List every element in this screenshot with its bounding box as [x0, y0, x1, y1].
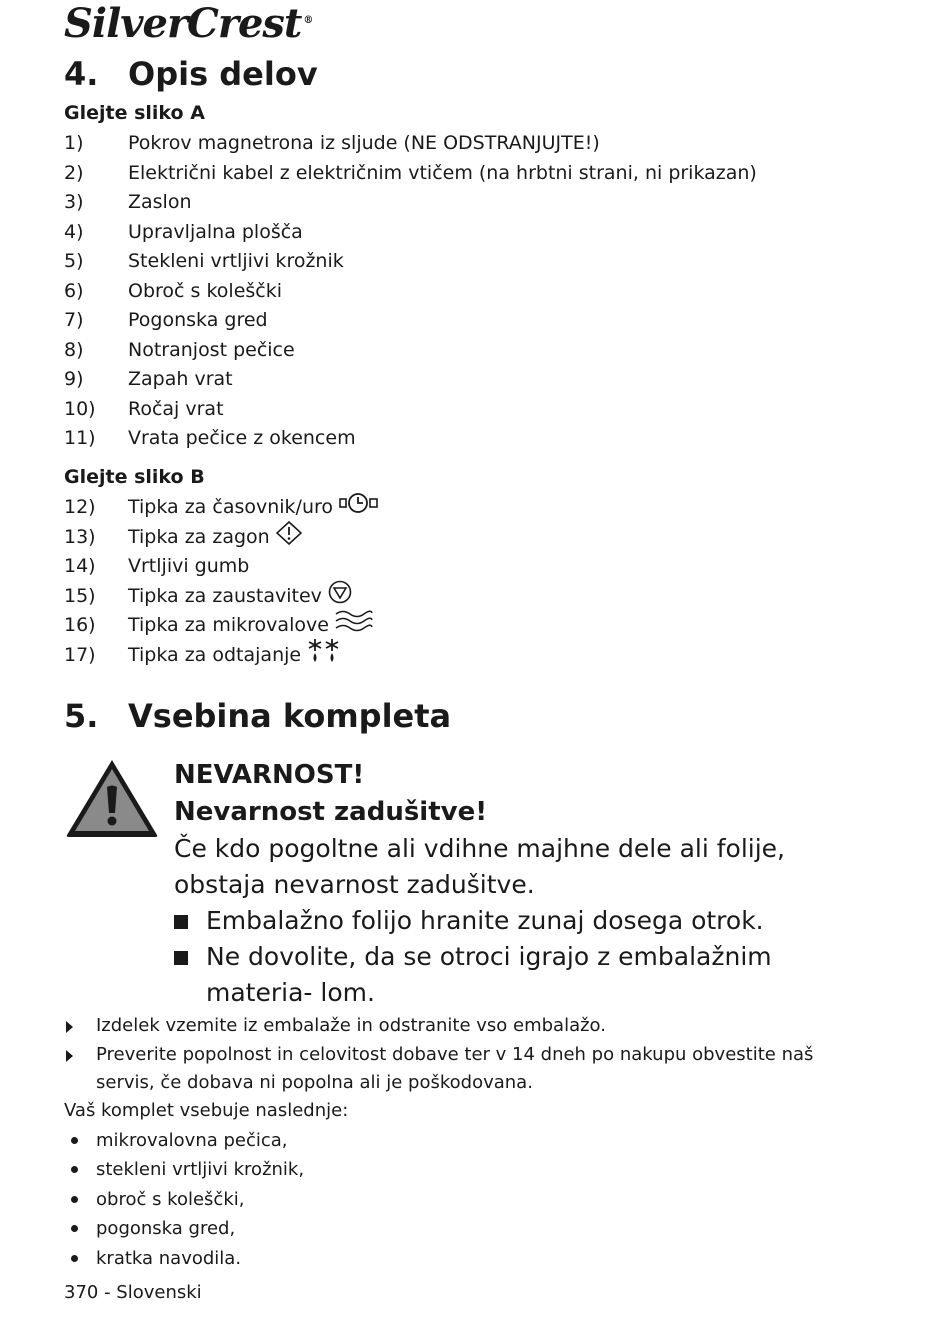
list-item — [64, 1126, 304, 1155]
list-item — [64, 1214, 304, 1243]
item-label: Upravljalna plošča — [128, 220, 303, 243]
item-number: 6) — [64, 279, 84, 302]
arrow-bullet-icon — [64, 1041, 96, 1098]
item-number: 12) — [64, 496, 96, 518]
item-number: 8) — [64, 338, 84, 361]
bullet-icon — [64, 1214, 96, 1243]
list-item — [64, 247, 884, 277]
section-4-number: 4. — [64, 55, 99, 93]
item-label: Stekleni vrtljivi krožnik — [128, 250, 344, 272]
section-5-heading — [64, 697, 451, 735]
item-number: 17) — [64, 643, 96, 666]
item-label: Notranjost pečice — [128, 338, 295, 361]
item-number: 10) — [64, 397, 96, 420]
item-number: 16) — [64, 614, 96, 636]
item-label: Vrtljivi gumb — [128, 555, 250, 577]
item-label: Tipka za mikrovalove — [128, 614, 329, 636]
figure-a-subheading: Glejte sliko A — [64, 102, 205, 124]
square-bullet-icon — [174, 915, 188, 929]
contents-intro: Vaš komplet vsebuje naslednje: — [64, 1100, 349, 1121]
section-5-title: Vsebina kompleta — [128, 697, 452, 735]
list-item — [64, 1155, 304, 1184]
list-item-text: obroč s koleščki, — [96, 1188, 245, 1210]
warning-triangle-icon — [64, 757, 160, 839]
list-item-text: mikrovalovna pečica, — [96, 1130, 288, 1151]
item-number: 1) — [64, 132, 84, 154]
item-label: Električni kabel z električnim vtičem (na hrbtni strani, ni prikazan) — [128, 161, 757, 184]
item-label: Tipka za odtajanje — [128, 643, 302, 666]
page-footer: 370 - Slovenski — [64, 1282, 202, 1303]
list-item — [64, 493, 884, 523]
section-4-title: Opis delov — [128, 55, 318, 93]
item-label: Pokrov magnetrona iz sljude (NE ODSTRANJUJTE!) — [128, 132, 600, 154]
list-item — [64, 611, 884, 641]
item-label: Vrata pečice z okencem — [128, 427, 356, 449]
section-5-number: 5. — [64, 697, 99, 735]
list-item — [64, 424, 884, 454]
list-item — [64, 129, 884, 159]
list-item — [64, 218, 884, 248]
item-label: Pogonska gred — [128, 309, 268, 331]
item-number: 3) — [64, 191, 84, 213]
warning-item-text: Ne dovolite, da se otroci igrajo z embalažnim materia- lom. — [206, 942, 772, 1007]
item-number: 14) — [64, 555, 96, 577]
list-item — [64, 306, 884, 336]
clock-timer-icon — [339, 492, 379, 524]
list-item — [64, 523, 884, 553]
list-item-text: kratka navodila. — [96, 1247, 242, 1269]
list-item — [64, 159, 884, 189]
instruction-step — [64, 1012, 864, 1041]
item-number: 2) — [64, 161, 84, 184]
item-number: 13) — [64, 525, 96, 548]
item-number: 9) — [64, 368, 84, 390]
item-label: Obroč s koleščki — [128, 279, 283, 302]
parts-list-b — [64, 493, 884, 670]
instruction-steps — [64, 1012, 864, 1098]
warning-item-text: Embalažno folijo hranite zunaj dosega otrok. — [206, 906, 764, 935]
list-item — [64, 277, 884, 307]
item-label: Tipka za zaustavitev — [128, 584, 322, 607]
start-icon — [276, 521, 302, 555]
item-number: 4) — [64, 220, 84, 243]
warning-text: Če kdo pogoltne ali vdihne majhne dele ali folije, obstaja nevarnost zadušitve. — [174, 834, 785, 899]
instruction-step — [64, 1041, 864, 1098]
package-contents-list — [64, 1126, 304, 1273]
list-item — [64, 365, 884, 395]
list-item — [64, 188, 884, 218]
list-item-text: pogonska gred, — [96, 1218, 236, 1240]
figure-b-subheading: Glejte sliko B — [64, 466, 205, 488]
defrost-icon — [307, 638, 341, 674]
list-item-text: stekleni vrtljivi krožnik, — [96, 1159, 305, 1181]
warning-item — [174, 939, 864, 1011]
list-item — [64, 1244, 304, 1273]
stop-icon — [328, 580, 352, 614]
square-bullet-icon — [174, 951, 188, 965]
instruction-step-text: Izdelek vzemite iz embalaže in odstranite vso embalažo. — [96, 1015, 606, 1036]
warning-item — [174, 903, 864, 939]
item-number: 5) — [64, 250, 84, 272]
list-item — [64, 552, 884, 582]
bullet-icon — [64, 1185, 96, 1214]
item-number: 7) — [64, 309, 84, 331]
bullet-icon — [64, 1244, 96, 1273]
parts-list-a — [64, 129, 884, 454]
warning-title: NEVARNOST! — [174, 760, 365, 790]
list-item — [64, 582, 884, 612]
section-4-heading — [64, 55, 318, 93]
item-label: Tipka za zagon — [128, 525, 270, 548]
item-label: Tipka za časovnik/uro — [128, 496, 334, 518]
list-item — [64, 336, 884, 366]
item-label: Zaslon — [128, 191, 192, 213]
warning-subtitle: Nevarnost zadušitve! — [174, 797, 488, 827]
danger-warning-box — [174, 757, 864, 1011]
item-number: 15) — [64, 584, 96, 607]
arrow-bullet-icon — [64, 1012, 96, 1041]
bullet-icon — [64, 1126, 96, 1155]
bullet-icon — [64, 1155, 96, 1184]
item-label: Ročaj vrat — [128, 397, 224, 420]
registered-mark: ® — [303, 14, 313, 26]
list-item — [64, 395, 884, 425]
list-item — [64, 641, 884, 671]
instruction-step-text: Preverite popolnost in celovitost dobave ter v 14 dneh po nakupu obvestite naš servis, če dobava ni popolna ali je poškodovana. — [96, 1043, 814, 1093]
brand-logo — [64, 0, 312, 47]
brand-name: SilverCrest — [64, 0, 302, 47]
item-label: Zapah vrat — [128, 368, 233, 390]
item-number: 11) — [64, 427, 96, 449]
list-item — [64, 1185, 304, 1214]
